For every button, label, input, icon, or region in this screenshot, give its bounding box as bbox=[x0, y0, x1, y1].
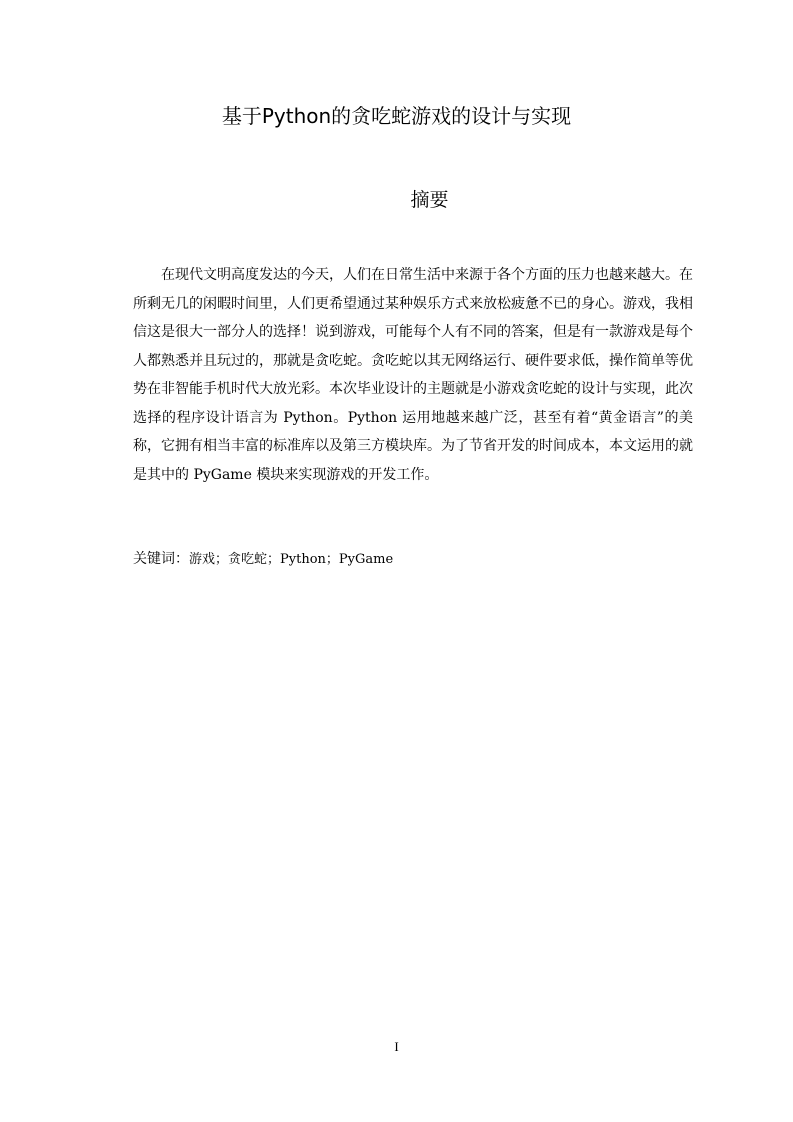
keywords-label: 关键词： bbox=[133, 551, 189, 567]
document-title: 基于Python的贪吃蛇游戏的设计与实现 bbox=[221, 104, 572, 128]
keywords-values: 游戏；贪吃蛇；Python；PyGame bbox=[189, 552, 394, 567]
abstract-body: 在现代文明高度发达的今天，人们在日常生活中来源于各个方面的压力也越来越大。在所剩无几的闲暇时间里，人们更希望通过某种娱乐方式来放松疲惫不已的身心。游戏，我相信这是很大一部分人的选择！说到游戏，可能每个人有不同的答案，但是有一款游戏是每个人都熟悉并且玩过的，那就是贪吃蛇。贪吃蛇以其无网络运行、硬件要求低，操作简单等优势在非智能手机时代大放光彩。本次毕业设计的主题就是小游戏贪吃蛇的设计与实现，此次选择的程序设计语言为 Python。Python 运用地越来越广泛，甚至有着“黄金语言”的美称，它拥有相当丰富的标准库以及第三方模块库。为了节省开发的时间成本，本文运用的就是其中的 PyGame 模块来实现游戏的开发工作。 bbox=[133, 267, 693, 483]
keywords-line bbox=[133, 545, 693, 574]
page-number: I bbox=[394, 1039, 399, 1054]
abstract-heading: 摘要 bbox=[410, 189, 449, 211]
